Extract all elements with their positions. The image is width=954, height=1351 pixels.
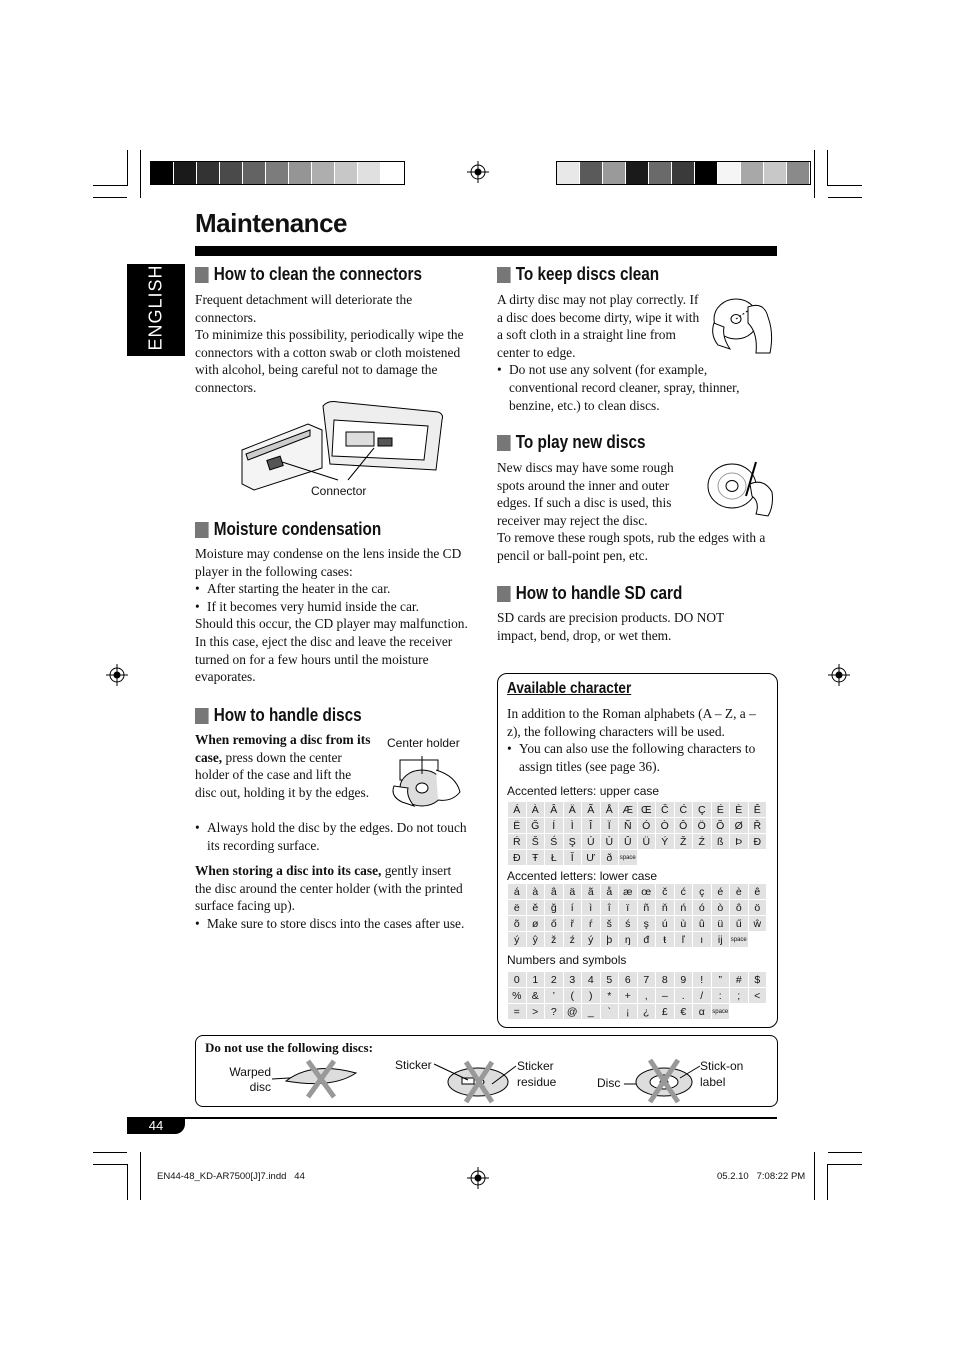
character-cell: ã (582, 884, 601, 900)
upper-case-label: Accented letters: upper case (507, 784, 660, 798)
character-cell: ŧ (656, 932, 675, 948)
character-cell: Ŧ (527, 850, 546, 866)
character-cell: Č (656, 802, 675, 818)
character-cell: ( (564, 988, 583, 1004)
paragraph-text: press down the center holder of the case and lift the disc out, holding it by the edges. (195, 749, 370, 800)
crop-mark (828, 197, 862, 198)
character-cell: % (508, 988, 527, 1004)
color-swatch (787, 162, 810, 184)
character-cell: 8 (656, 972, 675, 988)
character-cell: Ô (675, 818, 694, 834)
character-cell: Ž (675, 834, 694, 850)
section-heading-handle-discs (195, 705, 362, 726)
character-cell: û (693, 916, 712, 932)
character-cell: ù (675, 916, 694, 932)
character-cell: Â (545, 802, 564, 818)
character-cell: ç (693, 884, 712, 900)
character-cell: Ğ (527, 818, 546, 834)
section-square-icon (195, 708, 209, 724)
character-cell: 9 (675, 972, 694, 988)
character-cell: õ (508, 916, 527, 932)
character-cell: Á (508, 802, 527, 818)
character-cell: Ï (601, 818, 620, 834)
color-swatch (718, 162, 741, 184)
lower-case-grid (508, 884, 767, 948)
color-swatch (672, 162, 695, 184)
footer-rule (127, 1117, 777, 1119)
character-cell: ŕ (582, 916, 601, 932)
paragraph (195, 862, 470, 915)
color-swatch (764, 162, 787, 184)
center-holder-caption: Center holder (387, 736, 460, 750)
color-swatch (243, 162, 266, 184)
section-heading-new-discs (497, 432, 646, 453)
character-cell: Ò (656, 818, 675, 834)
character-cell: ð (601, 850, 620, 866)
character-cell: α (693, 1004, 712, 1020)
warped-disc-caption: Warped disc (229, 1065, 271, 1094)
color-swatch (580, 162, 603, 184)
character-cell: space (712, 1004, 731, 1020)
character-cell: Î (582, 818, 601, 834)
character-cell: ó (693, 900, 712, 916)
bullet-item: • If it becomes very humid inside the car. (195, 598, 470, 616)
moisture-body (195, 545, 470, 686)
character-cell: + (619, 988, 638, 1004)
character-cell: ß (712, 834, 731, 850)
crop-mark (827, 1164, 828, 1200)
warped-disc-crossed-icon (272, 1055, 362, 1101)
paragraph: In addition to the Roman alphabets (A – Z, a – z), the following characters will be used. (507, 706, 756, 739)
character-cell: Û (619, 834, 638, 850)
character-cell: 4 (582, 972, 601, 988)
pencil-disc-illustration (702, 456, 778, 520)
character-cell: š (601, 916, 620, 932)
character-cell: 0 (508, 972, 527, 988)
character-cell: đ (638, 932, 657, 948)
disc-caption: Disc (597, 1076, 621, 1090)
character-cell: ? (545, 1004, 564, 1020)
heading-text: How to handle SD card (515, 583, 683, 603)
crop-mark (93, 1164, 127, 1165)
crop-mark (828, 185, 862, 186)
character-cell: ” (712, 972, 731, 988)
character-cell: à (527, 884, 546, 900)
character-cell: space (730, 932, 749, 948)
crop-mark (814, 150, 815, 198)
color-swatch (626, 162, 649, 184)
character-cell: ž (545, 932, 564, 948)
handle-discs-body (195, 819, 470, 933)
paragraph: To remove these rough spots, rub the edges with a pencil or ball-point pen, etc. (497, 530, 766, 563)
sticker-disc-crossed-icon (430, 1058, 522, 1104)
character-cell: Ö (693, 818, 712, 834)
paragraph (195, 731, 375, 801)
character-cell: ö (749, 900, 768, 916)
character-cell: þ (601, 932, 620, 948)
character-cell: ŋ (619, 932, 638, 948)
paragraph: A dirty disc may not play correctly. If a disc does become dirty, wipe it with a soft cloth in a straight line from center to edge. (497, 292, 700, 360)
character-cell: ň (656, 900, 675, 916)
bullet-item: • After starting the heater in the car. (195, 580, 470, 598)
character-cell: Ư (582, 850, 601, 866)
character-cell: Å (601, 802, 620, 818)
character-cell: 5 (601, 972, 620, 988)
character-cell: space (619, 850, 638, 866)
crop-mark (127, 150, 128, 186)
character-cell: ¡ (619, 1004, 638, 1020)
character-cell: É (712, 802, 731, 818)
paragraph: Moisture may condense on the lens inside the CD player in the following cases: (195, 546, 462, 579)
character-cell: ś (619, 916, 638, 932)
color-swatch (557, 162, 580, 184)
character-cell: ê (749, 884, 768, 900)
character-cell: Ñ (619, 818, 638, 834)
character-cell: / (693, 988, 712, 1004)
registration-mark-icon (828, 664, 850, 686)
sd-card-body (497, 609, 767, 644)
character-cell: é (712, 884, 731, 900)
character-cell: ğ (545, 900, 564, 916)
color-swatch (603, 162, 626, 184)
crop-mark (140, 150, 141, 198)
page-number: 44 (127, 1118, 185, 1134)
color-calibration-bar (556, 161, 811, 185)
page-title: Maintenance (195, 208, 347, 238)
character-cell: ä (564, 884, 583, 900)
character-cell: ) (582, 988, 601, 1004)
do-not-use-heading: Do not use the following discs: (205, 1040, 373, 1055)
character-cell: Ć (675, 802, 694, 818)
section-heading-sd-card (497, 583, 682, 604)
heading-text: How to clean the connectors (213, 264, 422, 284)
character-cell: ő (545, 916, 564, 932)
character-cell: . (675, 988, 694, 1004)
bold-lead: When removing a disc from its case, (195, 732, 371, 765)
character-cell: ï (619, 900, 638, 916)
character-cell: ń (675, 900, 694, 916)
character-cell: € (675, 1004, 694, 1020)
character-cell: $ (749, 972, 768, 988)
character-cell: ć (675, 884, 694, 900)
footer-file-name: EN44-48_KD-AR7500[J]7.indd 44 (157, 1171, 305, 1182)
color-swatch (197, 162, 220, 184)
language-tab (127, 264, 185, 356)
section-heading-moisture (195, 519, 381, 540)
character-cell: * (601, 988, 620, 1004)
registration-mark-icon (106, 664, 128, 686)
character-cell: Í (545, 818, 564, 834)
section-square-icon (497, 435, 511, 451)
label-disc-crossed-icon (624, 1056, 704, 1104)
character-cell: ě (527, 900, 546, 916)
section-square-icon (195, 267, 209, 283)
paragraph: SD cards are precision products. DO NOT impact, bend, drop, or wet them. (497, 610, 724, 643)
character-cell: 7 (638, 972, 657, 988)
color-swatch (151, 162, 174, 184)
color-swatch (741, 162, 764, 184)
character-cell: Ĭ (564, 850, 583, 866)
color-swatch (335, 162, 358, 184)
paragraph: Should this occur, the CD player may malfunction. In this case, eject the disc and leave the receiver turned on for a few hours until the moisture evaporates. (195, 616, 468, 685)
crop-mark (93, 1152, 127, 1153)
color-swatch (312, 162, 335, 184)
connectors-body (195, 291, 470, 397)
color-swatch (649, 162, 672, 184)
character-cell: ¿ (638, 1004, 657, 1020)
character-cell: Ç (693, 802, 712, 818)
section-square-icon (497, 586, 511, 602)
stick-on-label-caption: Stick-on label (700, 1059, 744, 1089)
heading-text: To play new discs (515, 432, 646, 452)
character-cell: Ź (693, 834, 712, 850)
character-cell: Ì (564, 818, 583, 834)
character-cell: ř (564, 916, 583, 932)
character-cell: ; (730, 988, 749, 1004)
character-cell: 1 (527, 972, 546, 988)
crop-mark (93, 197, 127, 198)
color-swatch (289, 162, 312, 184)
character-cell: Ä (564, 802, 583, 818)
bullet-item: • You can also use the following characters to assign titles (see page 36). (507, 740, 769, 775)
character-cell: Ş (564, 834, 583, 850)
character-cell: å (601, 884, 620, 900)
character-cell: á (508, 884, 527, 900)
section-square-icon (497, 267, 511, 283)
section-heading-connectors (195, 264, 422, 285)
connector-illustration (238, 398, 448, 498)
character-cell: : (712, 988, 731, 1004)
crop-mark (814, 1152, 815, 1200)
character-cell: _ (582, 1004, 601, 1020)
character-cell: Ã (582, 802, 601, 818)
character-cell: Ù (601, 834, 620, 850)
cleaning-disc-illustration (708, 293, 778, 357)
character-cell: £ (656, 1004, 675, 1020)
crop-mark (828, 1164, 862, 1165)
character-cell: ı (693, 932, 712, 948)
character-cell: ý (582, 932, 601, 948)
disc-case-illustration (386, 756, 468, 812)
heading-text: To keep discs clean (515, 264, 660, 284)
crop-mark (828, 1152, 862, 1153)
character-cell: Ü (638, 834, 657, 850)
bold-lead: When storing a disc into its case, (195, 863, 382, 879)
crop-mark (140, 1152, 141, 1200)
registration-mark-icon (467, 1167, 489, 1189)
section-square-icon (195, 522, 209, 538)
character-cell: ŵ (749, 916, 768, 932)
paragraph: New discs may have some rough spots around the inner and outer edges. If such a disc is used, this receiver may reject the disc. (497, 460, 674, 528)
character-cell: 3 (564, 972, 583, 988)
character-cell: č (656, 884, 675, 900)
character-cell: & (527, 988, 546, 1004)
character-cell: ñ (638, 900, 657, 916)
connector-caption: Connector (311, 484, 367, 498)
character-cell: ş (638, 916, 657, 932)
character-cell: Õ (712, 818, 731, 834)
character-cell: ë (508, 900, 527, 916)
character-cell: ! (693, 972, 712, 988)
character-cell: < (749, 988, 768, 1004)
character-cell: Ŕ (508, 834, 527, 850)
color-calibration-bar (150, 161, 405, 185)
bullet-item: • Do not use any solvent (for example, conventional record cleaner, spray, thinner, benzine, etc.) to clean discs. (497, 361, 767, 414)
available-character-heading: Available character (507, 680, 632, 697)
color-swatch (220, 162, 243, 184)
character-cell: è (730, 884, 749, 900)
character-cell: ` (601, 1004, 620, 1020)
character-cell: Ł (545, 850, 564, 866)
character-cell: = (508, 1004, 527, 1020)
character-cell: Đ (749, 834, 768, 850)
character-cell: ź (564, 932, 583, 948)
character-cell: ľ (675, 932, 694, 948)
character-cell: Ś (545, 834, 564, 850)
character-cell: Æ (619, 802, 638, 818)
bullet-item: • Always hold the disc by the edges. Do not touch its recording surface. (195, 819, 470, 854)
character-cell: À (527, 802, 546, 818)
crop-mark (827, 150, 828, 186)
heading-text: How to handle discs (213, 705, 362, 725)
character-cell: – (656, 988, 675, 1004)
footer-timestamp: 05.2.10 7:08:22 PM (717, 1171, 806, 1182)
character-cell: œ (638, 884, 657, 900)
character-cell: ü (712, 916, 731, 932)
character-cell: Þ (730, 834, 749, 850)
character-cell: ò (712, 900, 731, 916)
character-cell: ’ (545, 988, 564, 1004)
character-cell: æ (619, 884, 638, 900)
character-cell: > (527, 1004, 546, 1020)
character-cell: Ë (508, 818, 527, 834)
character-cell: @ (564, 1004, 583, 1020)
character-cell: , (638, 988, 657, 1004)
bullet-item: • Make sure to store discs into the cases after use. (195, 915, 470, 933)
registration-mark-icon (467, 161, 489, 183)
language-tab-label: ENGLISH (145, 264, 166, 351)
color-swatch (381, 162, 404, 184)
character-cell: Ð (508, 850, 527, 866)
character-cell: ú (656, 916, 675, 932)
title-rule (195, 246, 777, 256)
paragraph: Frequent detachment will deteriorate the connectors. (195, 292, 413, 325)
color-swatch (266, 162, 289, 184)
paragraph: To minimize this possibility, periodically wipe the connectors with a cotton swab or cloth moistened with alcohol, being careful not to damage the connectors. (195, 327, 464, 395)
character-cell: ì (582, 900, 601, 916)
character-cell: Ø (730, 818, 749, 834)
lower-case-label: Accented letters: lower case (507, 869, 658, 883)
character-cell: ij (712, 932, 731, 948)
character-cell: ô (730, 900, 749, 916)
character-cell: ø (527, 916, 546, 932)
paragraph-text: gently insert the disc around the center holder (with the printed surface facing up). (195, 863, 463, 914)
character-cell: ű (730, 916, 749, 932)
sticker-residue-caption: Sticker residue (517, 1059, 557, 1089)
color-swatch (695, 162, 718, 184)
character-cell: Ř (749, 818, 768, 834)
numbers-grid (508, 972, 767, 1020)
character-cell: Ê (749, 802, 768, 818)
crop-mark (127, 1164, 128, 1200)
character-cell: Ú (582, 834, 601, 850)
color-swatch (358, 162, 381, 184)
character-cell: ý (508, 932, 527, 948)
numbers-label: Numbers and symbols (507, 953, 627, 967)
heading-text: Moisture condensation (213, 519, 382, 539)
character-cell: 6 (619, 972, 638, 988)
character-cell: Ó (638, 818, 657, 834)
character-cell: â (545, 884, 564, 900)
available-character-body (507, 705, 769, 775)
character-cell: Ý (656, 834, 675, 850)
character-cell: ŷ (527, 932, 546, 948)
color-swatch (174, 162, 197, 184)
character-cell: 2 (545, 972, 564, 988)
upper-case-grid (508, 802, 767, 866)
character-cell: í (564, 900, 583, 916)
crop-mark (93, 185, 127, 186)
character-cell: Œ (638, 802, 657, 818)
character-cell: î (601, 900, 620, 916)
handle-discs-remove (195, 731, 375, 801)
character-cell: È (730, 802, 749, 818)
section-heading-keep-clean (497, 264, 659, 285)
character-cell: # (730, 972, 749, 988)
sticker-caption: Sticker (395, 1058, 432, 1072)
character-cell: Š (527, 834, 546, 850)
